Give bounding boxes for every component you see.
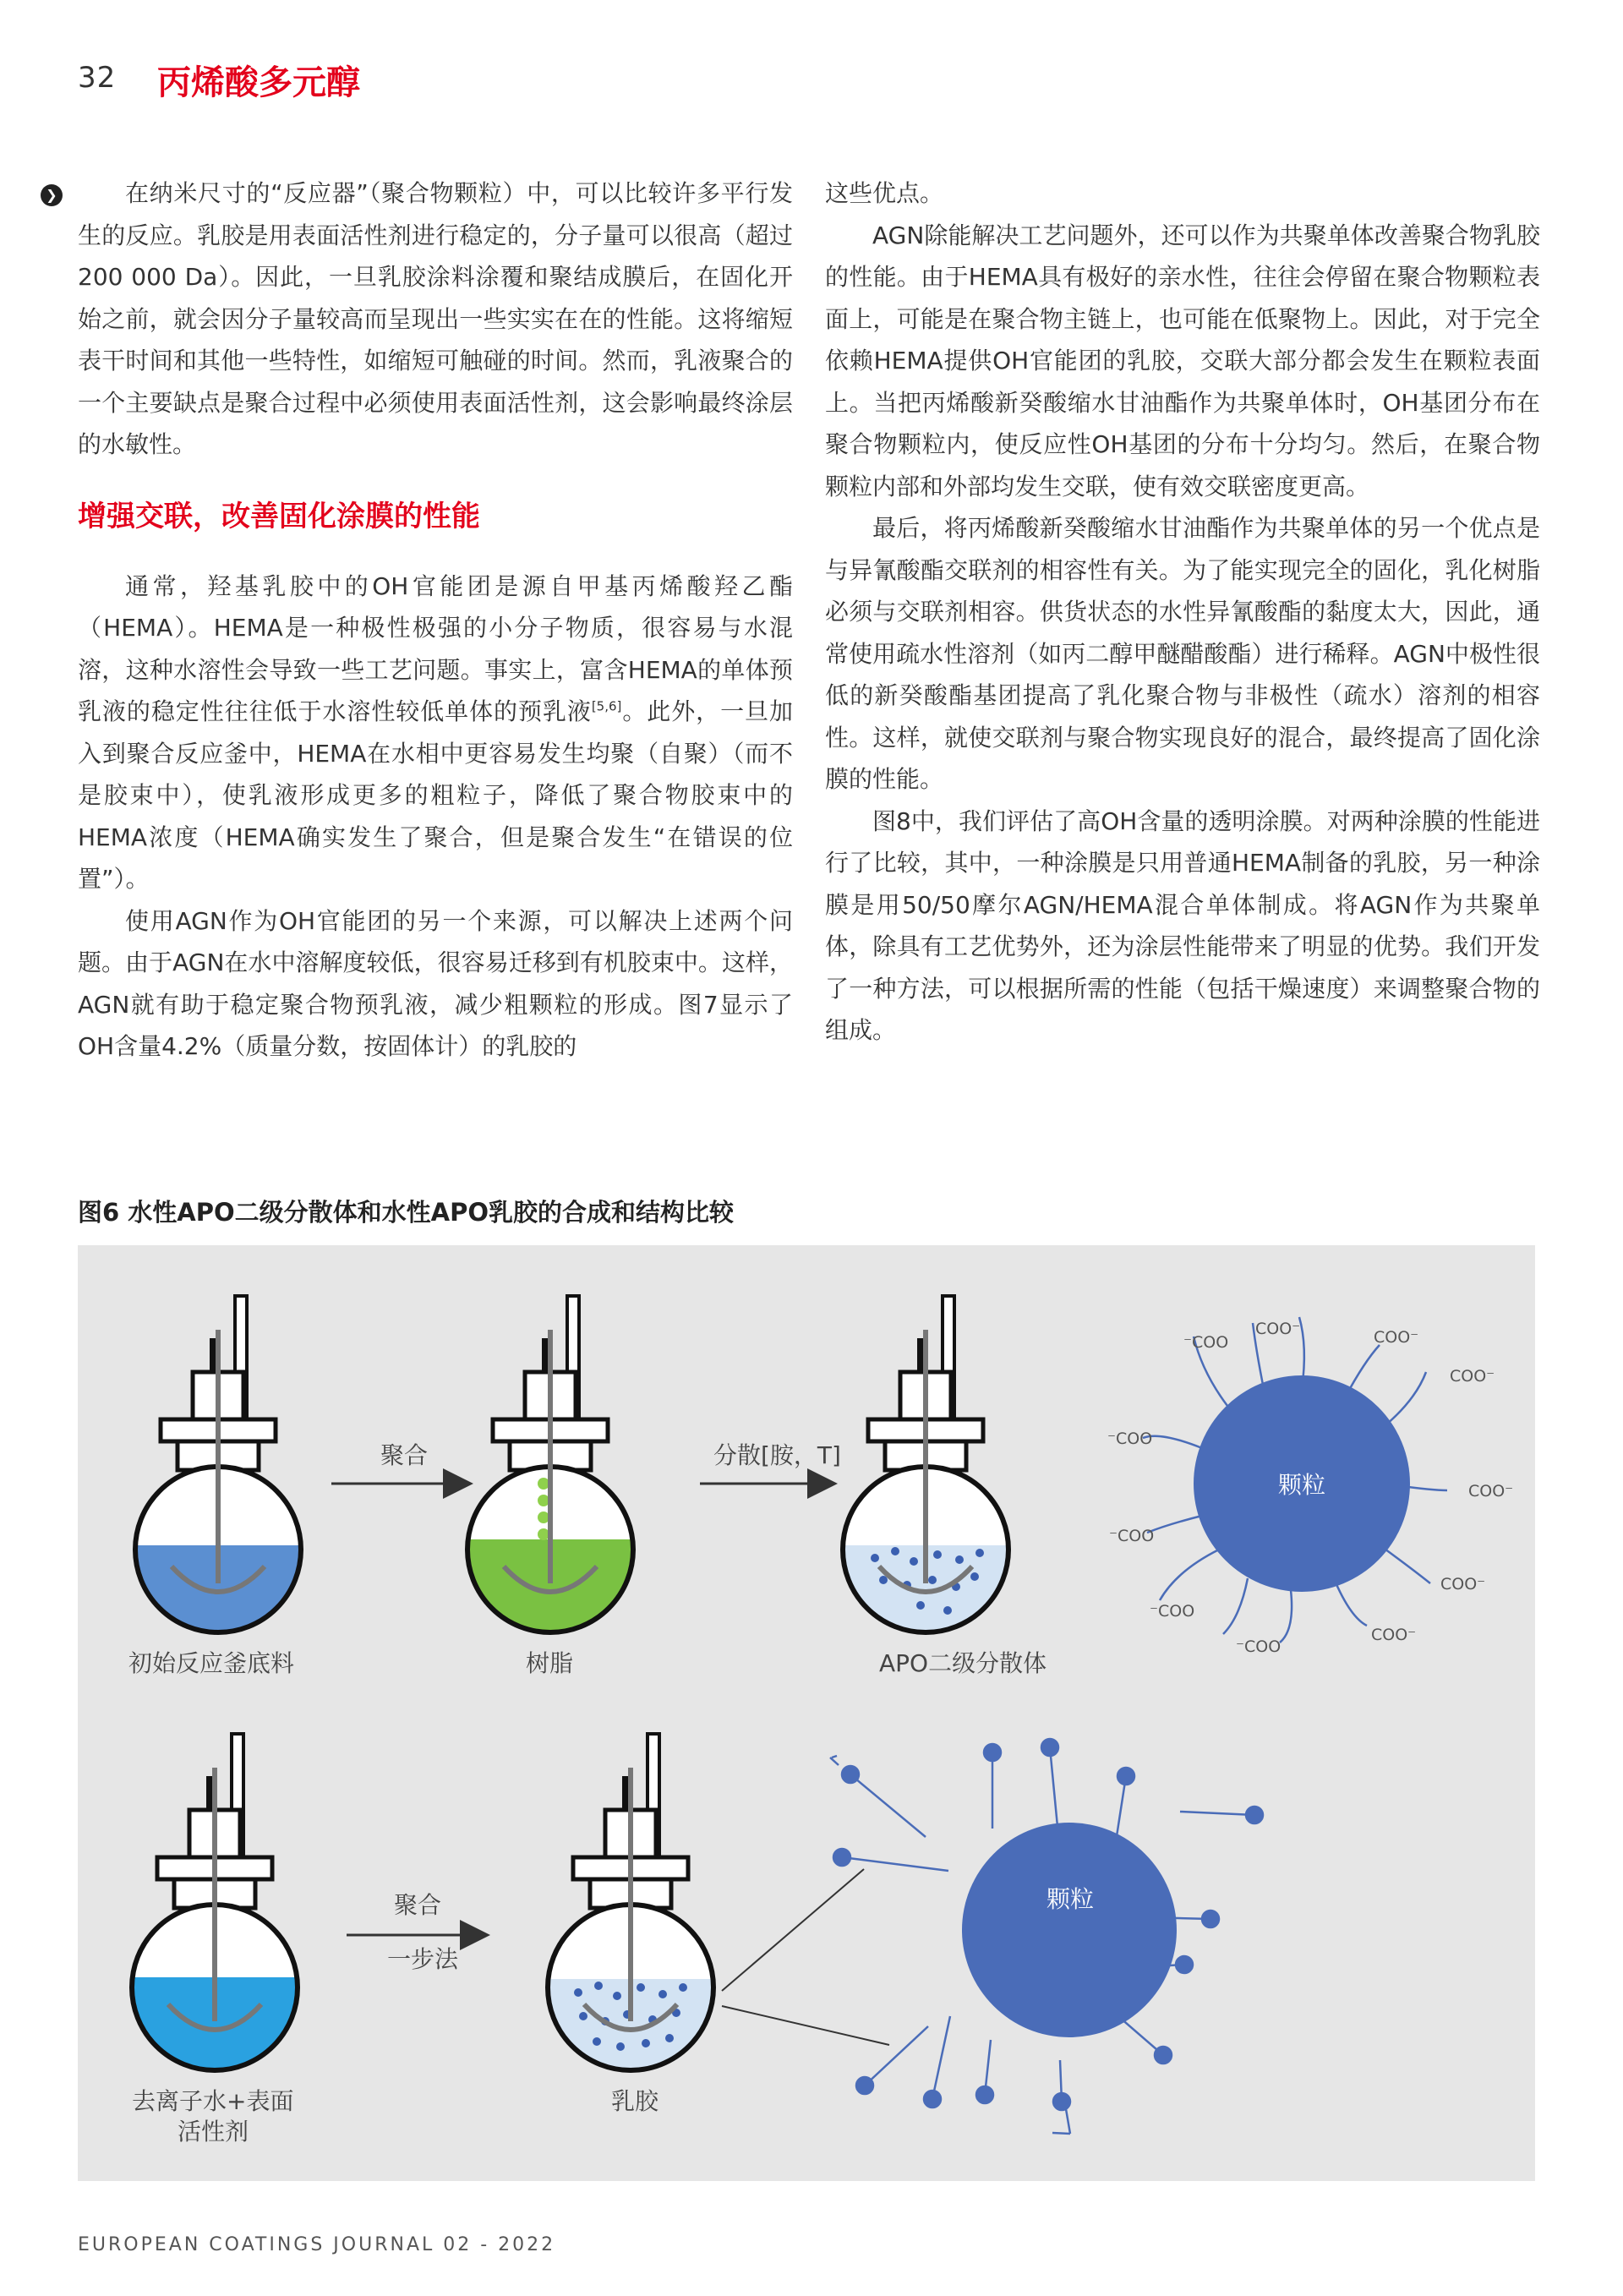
coo-label: COO⁻	[1468, 1482, 1514, 1501]
left-column	[78, 172, 793, 1068]
label-initial-charge: 初始反应釜底料	[128, 1649, 295, 1677]
coo-label: ⁻COO	[1150, 1602, 1195, 1621]
figure-6	[78, 1245, 1535, 2181]
arrow3-label-top: 聚合	[394, 1891, 442, 1919]
figure-diagram	[78, 1245, 1535, 2181]
arrow1-label: 聚合	[380, 1441, 429, 1469]
flask-latex	[546, 1734, 715, 2076]
arrow3-label-bottom: 一步法	[387, 1945, 459, 1973]
label-latex: 乳胶	[611, 2087, 659, 2115]
page-number: 32	[78, 61, 117, 95]
label-resin: 树脂	[526, 1649, 574, 1677]
right-paragraph-3: 图8中，我们评估了高OH含量的透明涂膜。对两种涂膜的性能进行了比较，其中，一种涂膜是只用普通HEMA制备的乳胶，另一种涂膜是用50/50摩尔AGN/HEMA混合单体制成。将AGN作为共聚单体，除具有工艺优势外，还为涂层性能带来了明显的优势。我们开发了一种方法，可以根据所需的性能（包括干燥速度）来调整聚合物的组成。	[825, 806, 1540, 1044]
right-paragraph-1: AGN除能解决工艺问题外，还可以作为共聚单体改善聚合物乳胶的性能。由于HEMA具有极好的亲水性，往往会停留在聚合物颗粒表面上，可能是在聚合物主链上，也可能在低聚物上。因此，对于完全依赖HEMA提供OH官能团的乳胶，交联大部分都会发生在颗粒表面上。当把丙烯酸新癸酸缩水甘油酯作为共聚单体时，OH基团分布在聚合物颗粒内，使反应性OH基团的分布十分均匀。然后，在聚合物颗粒内部和外部均发生交联，使有效交联密度更高。	[825, 221, 1540, 500]
flask-apo-dispersion	[841, 1296, 1010, 1638]
arrow2-label: 分散[胺，T]	[713, 1441, 841, 1469]
flask-water	[130, 1734, 299, 2079]
coo-label: ⁻COO	[1107, 1430, 1153, 1448]
coo-label: COO⁻	[1374, 1328, 1419, 1347]
label-water-line2: 活性剂	[178, 2118, 249, 2146]
left-paragraph-2	[78, 566, 793, 900]
section-heading: 增强交联，改善固化涂膜的性能	[78, 499, 480, 533]
coo-label: COO⁻	[1450, 1367, 1495, 1386]
footer-journal: EUROPEAN COATINGS JOURNAL 02 - 2022	[78, 2234, 556, 2255]
particle-top-label: 颗粒	[1278, 1471, 1326, 1499]
label-apo: APO二级分散体	[879, 1649, 1047, 1677]
p2-text-b: 。此外，一旦加入到聚合反应釜中，HEMA在水相中更容易发生均聚（自聚）（而不是胶束中），使乳液形成更多的粗粒子，降低了聚合物胶束中的HEMA浓度（HEMA确实发生了聚合，但是聚合发生“在错误的位置”）。	[78, 697, 793, 893]
coo-label: COO⁻	[1255, 1320, 1301, 1338]
left-paragraph-3: 使用AGN作为OH官能团的另一个来源，可以解决上述两个问题。由于AGN在水中溶解度较低，很容易迁移到有机胶束中。这样，AGN就有助于稳定聚合物预乳液，减少粗颗粒的形成。图7显示了OH含量4.2%（质量分数，按固体计）的乳胶的	[78, 906, 793, 1060]
coo-label: COO⁻	[1440, 1575, 1486, 1594]
right-column	[825, 172, 1540, 1052]
continue-arrow-icon: ❯	[41, 184, 63, 206]
particle-latex-body	[962, 1823, 1177, 2037]
zoom-line-lower	[722, 2006, 889, 2045]
flask-initial	[134, 1296, 303, 1638]
particle-bottom-label: 颗粒	[1046, 1885, 1095, 1913]
flask-resin	[466, 1296, 635, 1641]
coo-label: ⁻COO	[1109, 1527, 1155, 1545]
coo-label: COO⁻	[1371, 1626, 1417, 1644]
right-paragraph-2: 最后，将丙烯酸新癸酸缩水甘油酯作为共聚单体的另一个优点是与异氰酸酯交联剂的相容性有关。为了能实现完全的固化，乳化树脂必须与交联剂相容。供货状态的水性异氰酸酯的黏度太大，因此，通常使用疏水性溶剂（如丙二醇甲醚醋酸酯）进行稀释。AGN中极性很低的新癸酸酯基团提高了乳化聚合物与非极性（疏水）溶剂的相容性。这样，就使交联剂与聚合物实现良好的混合，最终提高了固化涂膜的性能。	[825, 514, 1540, 793]
coo-label: ⁻COO	[1183, 1333, 1229, 1352]
left-paragraph-1: 在纳米尺寸的“反应器”（聚合物颗粒）中，可以比较许多平行发生的反应。乳胶是用表面活性剂进行稳定的，分子量可以很高（超过200 000 Da）。因此，一旦乳胶涂料涂覆和聚结成膜后，在固化开始之前，就会因分子量较高而呈现出一些实实在在的性能。这将缩短表干时间和其他一些特性，如缩短可触碰的时间。然而，乳液聚合的一个主要缺点是聚合过程中必须使用表面活性剂，这会影响最终涂层的水敏性。	[78, 179, 793, 458]
reference-marker: [5,6]	[591, 698, 622, 714]
coo-label: ⁻COO	[1236, 1637, 1281, 1656]
figure-caption: 图6 水性APO二级分散体和水性APO乳胶的合成和结构比较	[78, 1198, 734, 1227]
p2-text-a: 通常，羟基乳胶中的OH官能团是源自甲基丙烯酸羟乙酯（HEMA）。HEMA是一种极性极强的小分子物质，很容易与水混溶，这种水溶性会导致一些工艺问题。事实上，富含HEMA的单体预乳液的稳定性往往低于水溶性较低单体的预乳液	[78, 571, 793, 725]
page-title: 丙烯酸多元醇	[157, 63, 360, 102]
right-paragraph-0: 这些优点。	[825, 179, 944, 207]
zoom-line-upper	[722, 1869, 864, 1991]
label-water-line1: 去离子水+表面	[132, 2087, 294, 2115]
